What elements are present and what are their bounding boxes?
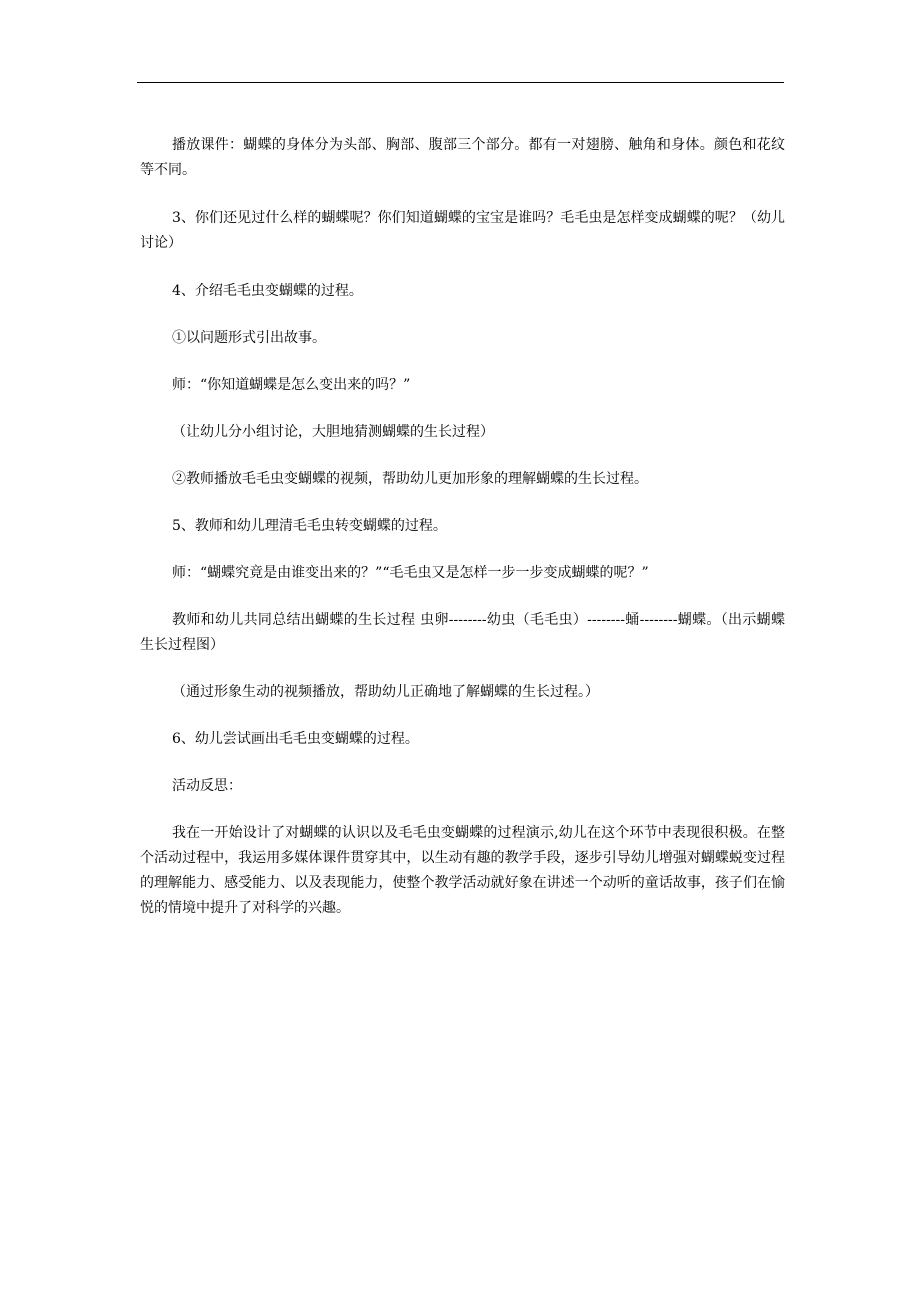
paragraph-step-5: 5、教师和幼儿理清毛毛虫转变蝴蝶的过程。 bbox=[172, 518, 447, 534]
document-body bbox=[140, 133, 785, 921]
paragraph-reflection-heading: 活动反思： bbox=[172, 778, 242, 794]
paragraph-life-cycle: 教师和幼儿共同总结出蝴蝶的生长过程 虫卵--------幼虫（毛毛虫）--------蛹--------蝴蝶。（出示蝴蝶生长过程图） bbox=[140, 612, 785, 653]
paragraph-reflection: 我在一开始设计了对蝴蝶的认识以及毛毛虫变蝴蝶的过程演示,幼儿在这个环节中表现很积极。在整个活动过程中，我运用多媒体课件贯穿其中，以生动有趣的教学手段，逐步引导幼儿增强对蝴蝶蜕变过程的理解能力、感受能力、以及表现能力，使整个教学活动就好象在讲述一个动听的童话故事，孩子们在愉悦的情境中提升了对科学的兴趣。 bbox=[140, 825, 785, 916]
paragraph-courseware: 播放课件：蝴蝶的身体分为头部、胸部、腹部三个部分。都有一对翅膀、触角和身体。颜色和花纹等不同。 bbox=[140, 137, 785, 178]
paragraph-teacher-question-1: 师：“你知道蝴蝶是怎么变出来的吗？” bbox=[172, 377, 411, 393]
paragraph-story-intro: ①以问题形式引出故事。 bbox=[172, 330, 326, 346]
paragraph-video: ②教师播放毛毛虫变蝴蝶的视频，帮助幼儿更加形象的理解蝴蝶的生长过程。 bbox=[172, 471, 648, 487]
paragraph-step-6: 6、幼儿尝试画出毛毛虫变蝴蝶的过程。 bbox=[172, 731, 419, 747]
paragraph-question-3: 3、你们还见过什么样的蝴蝶呢？你们知道蝴蝶的宝宝是谁吗？毛毛虫是怎样变成蝴蝶的呢？（幼儿讨论） bbox=[140, 210, 785, 251]
paragraph-video-note: （通过形象生动的视频播放，帮助幼儿正确地了解蝴蝶的生长过程。） bbox=[172, 684, 599, 700]
paragraph-step-4: 4、介绍毛毛虫变蝴蝶的过程。 bbox=[172, 283, 363, 299]
paragraph-teacher-question-2: 师：“蝴蝶究竟是由谁变出来的？”“毛毛虫又是怎样一步一步变成蝴蝶的呢？” bbox=[172, 565, 649, 581]
header-rule bbox=[137, 82, 784, 83]
paragraph-group-discussion: （让幼儿分小组讨论，大胆地猜测蝴蝶的生长过程） bbox=[172, 424, 494, 440]
